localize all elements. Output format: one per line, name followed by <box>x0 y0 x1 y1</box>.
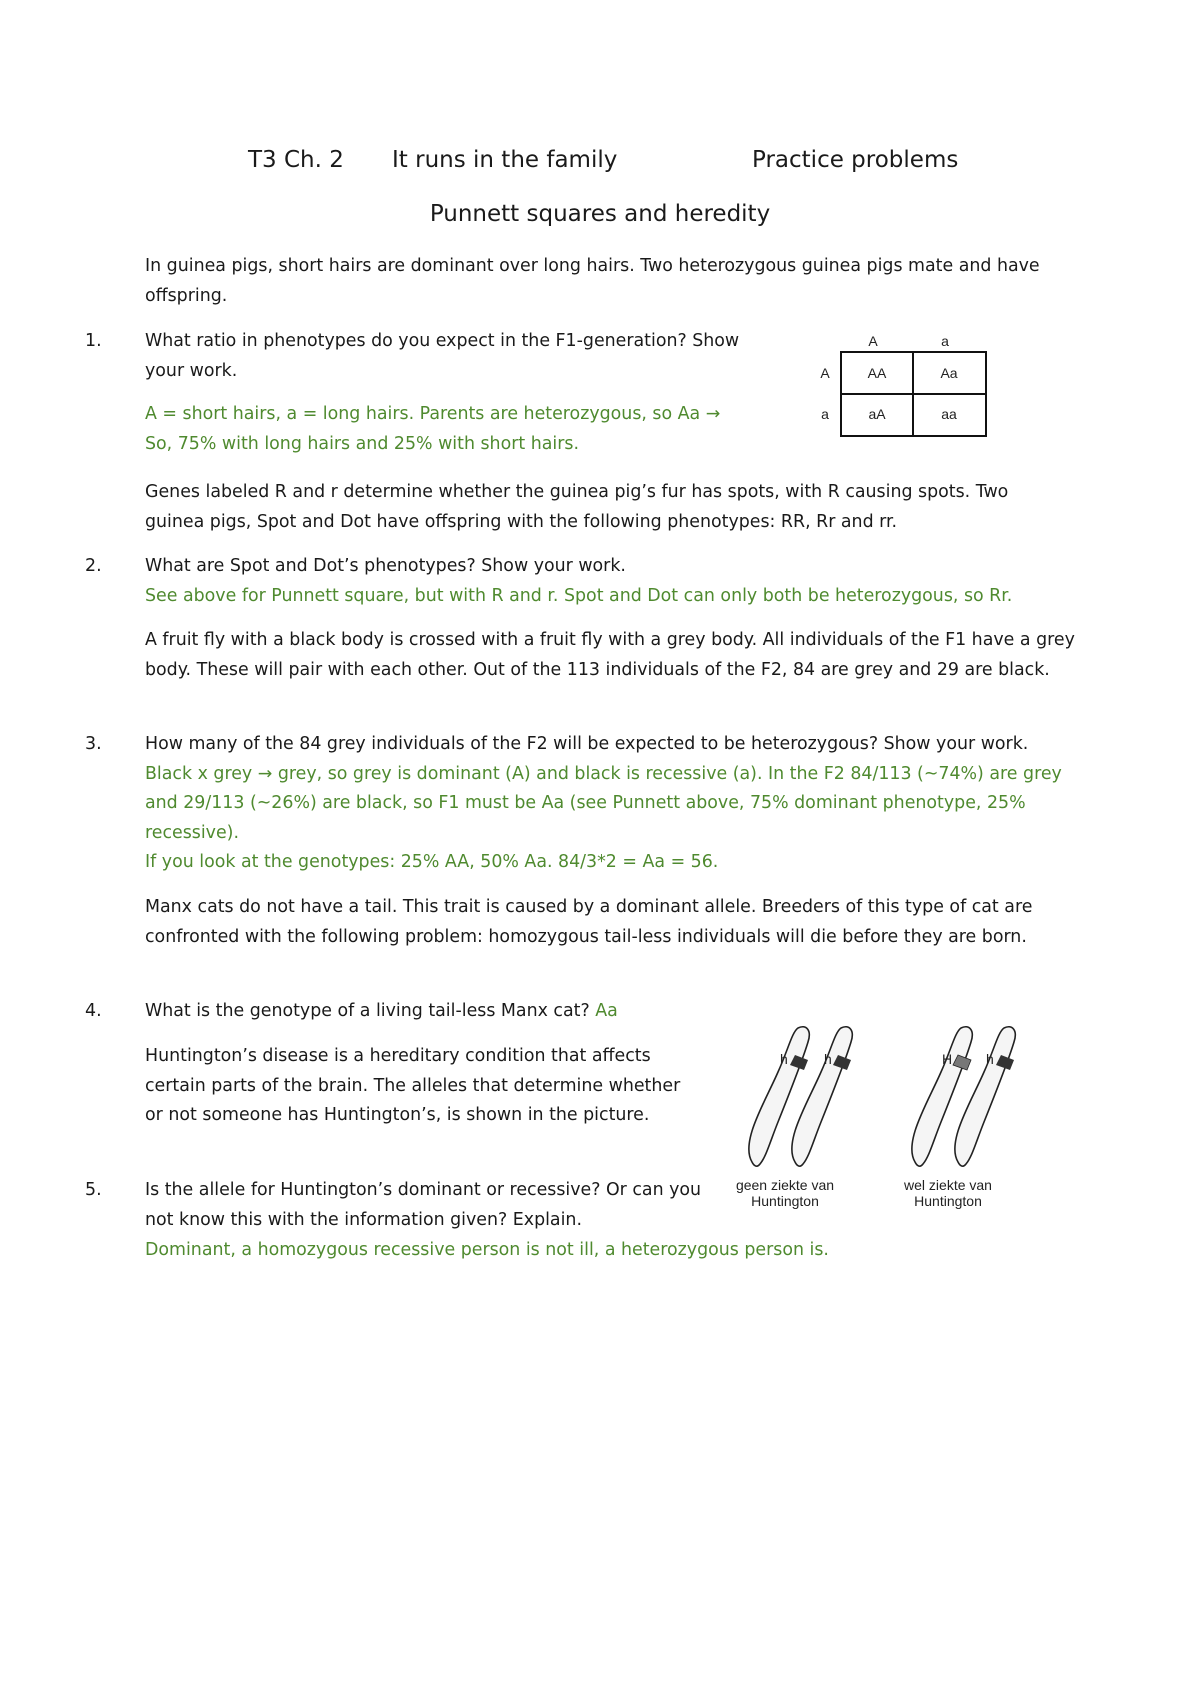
answer-3-genotypes: If you look at the genotypes: 25% AA, 50% Aa. 84/3*2 = Aa = 56. <box>145 852 719 872</box>
question-1 <box>145 327 805 386</box>
answer-3-part-b: grey, so grey is dominant (A) and black is recessive (a). In the F2 84/113 (~74%) are grey and 29/113 (~26%) are black, so F1 must be Aa (see Punnett above, 75% dominant phenotype, 25% recessive). <box>145 763 1062 843</box>
question-1-line-1: What ratio in phenotypes do you expect in the F1-generation? Show <box>145 331 740 351</box>
question-2 <box>145 552 1075 611</box>
answer-1-line-2: So, 75% with long hairs and 25% with short hairs. <box>145 433 579 454</box>
intro-paragraph-3: A fruit fly with a black body is crossed with a fruit fly with a grey body. All individuals of the F1 have a grey body. These will pair with each other. Out of the 113 individuals of the F2, 84 are grey and 29 are black. <box>145 630 1075 680</box>
punnett-row-header-2: a <box>821 406 829 422</box>
answer-1-line-1: A = short hairs, a = long hairs. Parents are heterozygous, so Aa <box>145 404 701 424</box>
answer-2: See above for Punnett square, but with R and r. Spot and Dot can only both be heterozygous, so Rr. <box>145 585 1013 606</box>
question-4 <box>145 997 745 1027</box>
punnett-cell-AA: AA <box>867 365 887 381</box>
answer-3 <box>145 760 1080 849</box>
caption-diseased-line-2: Huntington <box>914 1193 982 1209</box>
answer-5: Dominant, a homozygous recessive person is not ill, a heterozygous person is. <box>145 1240 829 1260</box>
caption-healthy-line-2: Huntington <box>751 1193 819 1209</box>
arrow-right-icon: → <box>257 763 273 784</box>
question-number-4: 4. <box>85 1001 102 1021</box>
question-number-1: 1. <box>85 331 102 351</box>
allele-label-h-2: h <box>824 1051 832 1067</box>
question-3-text: How many of the 84 grey individuals of the F2 will be expected to be heterozygous? Show your work. <box>145 734 1029 754</box>
question-number-5: 5. <box>85 1180 102 1200</box>
worksheet-type-label: Practice problems <box>752 147 959 173</box>
arrow-right-icon: → <box>705 404 721 424</box>
question-number-2: 2. <box>85 556 102 576</box>
intro-paragraph-2: Genes labeled R and r determine whether the guinea pig’s fur has spots, with R causing spots. Two guinea pigs, Spot and Dot have offspring with the following phenotypes: RR, Rr and rr. <box>145 482 1009 532</box>
question-number-3: 3. <box>85 734 102 754</box>
punnett-cell-aa: aa <box>941 406 957 422</box>
topic-label: It runs in the family <box>392 147 618 173</box>
question-1-line-2: your work. <box>145 360 238 381</box>
huntington-chromosome-figure <box>720 1012 1060 1217</box>
caption-healthy-line-1: geen ziekte van <box>735 1177 835 1193</box>
allele-label-H: H <box>942 1051 953 1067</box>
page-subtitle: Punnett squares and heredity <box>429 201 771 227</box>
question-5: Is the allele for Huntington’s dominant or recessive? Or can you not know this with the information given? Explain. <box>145 1180 702 1230</box>
chromosome-pair-diseased <box>903 1027 1015 1209</box>
allele-label-h-3: h <box>986 1051 994 1067</box>
punnett-col-header-1: A <box>868 333 878 349</box>
allele-label-h-1: h <box>780 1051 788 1067</box>
punnett-square <box>810 328 1000 443</box>
punnett-cell-aA: aA <box>868 406 886 422</box>
question-4-text: What is the genotype of a living tail-less Manx cat? <box>145 1001 590 1021</box>
question-3 <box>145 730 1080 878</box>
intro-paragraph-4: Manx cats do not have a tail. This trait is caused by a dominant allele. Breeders of this type of cat are confronted with the following problem: homozygous tail-less individuals will die before they are born. <box>145 897 1033 947</box>
answer-1 <box>145 400 785 459</box>
punnett-row-header-1: A <box>820 365 830 381</box>
chromosome-pair-healthy <box>736 1027 852 1209</box>
answer-4: Aa <box>595 1001 618 1021</box>
chapter-label: T3 Ch. 2 <box>248 147 344 173</box>
answer-3-part-a: Black x grey <box>145 763 253 784</box>
caption-diseased-line-1: wel ziekte van <box>904 1177 992 1193</box>
question-2-text: What are Spot and Dot’s phenotypes? Show your work. <box>145 556 626 576</box>
punnett-cell-Aa: Aa <box>940 365 958 381</box>
punnett-col-header-2: a <box>941 333 949 349</box>
intro-paragraph-1: In guinea pigs, short hairs are dominant over long hairs. Two heterozygous guinea pigs mate and have offspring. <box>145 256 1040 306</box>
intro-paragraph-5: Huntington’s disease is a hereditary condition that affects certain parts of the brain. The alleles that determine whether or not someone has Huntington’s, is shown in the picture. <box>145 1046 681 1125</box>
